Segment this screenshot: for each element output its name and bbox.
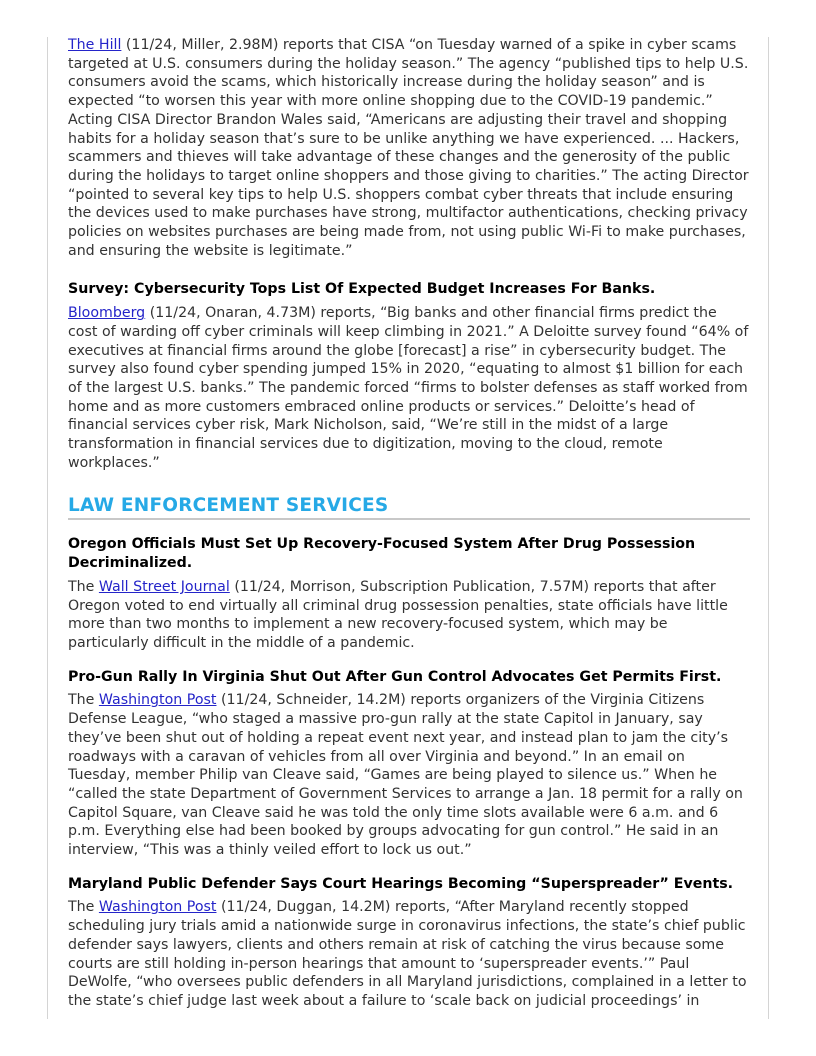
source-link-wsj[interactable]: Wall Street Journal xyxy=(98,578,230,595)
page-border-left xyxy=(47,37,48,1019)
article-maryland-text: (11/24, Duggan, 14.2M) reports, “After Maryland recently stopped scheduling jury trials amid a nationwide surge in coronavirus infections, the state’s chief public defender says lawyers, clients and others remain at risk of catching the virus because some courts are still holding in-person hearings that amount to ‘superspreader events.’” Paul DeWolfe, “who oversees public defenders in all Maryland jurisdictions, complained in a letter to the state’s chief judge last week about a failure to ‘scale back on judicial proceedings’ in xyxy=(68,899,747,1009)
article-survey-body xyxy=(68,304,750,472)
article-virginia-prefix: The xyxy=(68,692,99,709)
article-virginia-body xyxy=(68,691,750,859)
article-oregon-prefix: The xyxy=(68,578,99,595)
page-border-right xyxy=(768,37,769,1019)
article-maryland-prefix: The xyxy=(68,899,99,916)
article-the-hill-body xyxy=(68,36,750,260)
section-divider xyxy=(68,518,750,520)
article-oregon-text: (11/24, Morrison, Subscription Publication, 7.57M) reports that after Oregon voted to end virtually all criminal drug possession penalties, state officials have little more than two months to implement a new recovery-focused system, which may be particularly difficult in the middle of a pandemic. xyxy=(68,578,728,651)
section-title: LAW ENFORCEMENT SERVICES xyxy=(68,495,389,517)
source-link-bloomberg[interactable]: Bloomberg xyxy=(68,305,146,322)
newsletter-content xyxy=(68,36,750,1011)
source-link-the-hill[interactable]: The Hill xyxy=(68,37,122,53)
source-link-washington-post[interactable]: Washington Post xyxy=(98,692,217,709)
source-link-washington-post-2[interactable]: Washington Post xyxy=(98,899,217,916)
article-virginia-text: (11/24, Schneider, 14.2M) reports organizers of the Virginia Citizens Defense League, “who staged a massive pro-gun rally at the state Capitol in January, say they’ve been shut out of holding a repeat event next year, and instead plan to jam the city’s roadways with a caravan of vehicles from all over Virginia and beyond.” In an email on Tuesday, member Philip van Cleave said, “Games are being played to silence us.” When he “called the state Department of Government Services to arrange a Jan. 18 permit for a rally on Capitol Square, van Cleave said he was told the only time slots available were 6 a.m. and 6 p.m. Everything else had been booked by groups advocating for gun control.” He said in an interview, “This was a thinly veiled effort to lock us out.” xyxy=(68,692,743,859)
article-maryland-body xyxy=(68,898,750,1010)
section-law-enforcement xyxy=(68,495,750,520)
article-the-hill-text: (11/24, Miller, 2.98M) reports that CISA “on Tuesday warned of a spike in cyber scams targeted at U.S. consumers during the holiday season.” The agency “published tips to help U.S. consumers avoid the scams, which historically increase during the holiday season” and is expected “to worsen this year with more online shopping due to the COVID-19 pandemic.” Acting CISA Director Brandon Wales said, “Americans are adjusting their travel and shopping habits for a holiday season that’s sure to be unlike anything we have experienced. ... Hackers, scammers and thieves will take advantage of these changes and the generosity of the public during the holidays to target online shoppers and those giving to charities.” The acting Director “pointed to several key tips to help U.S. shoppers combat cyber threats that include ensuring the devices used to make purchases have strong, multifactor authentications, checking privacy policies on websites purchases are being made from, not using public Wi-Fi to make purchases, and ensuring the website is legitimate.” xyxy=(68,37,749,259)
headline-oregon: Oregon Officials Must Set Up Recovery-Focused System After Drug Possession Decriminalized. xyxy=(68,536,696,572)
headline-virginia: Pro-Gun Rally In Virginia Shut Out After Gun Control Advocates Get Permits First. xyxy=(68,668,722,685)
headline-survey-cybersecurity: Survey: Cybersecurity Tops List Of Expected Budget Increases For Banks. xyxy=(68,281,656,298)
article-survey-text: (11/24, Onaran, 4.73M) reports, “Big banks and other financial firms predict the cost of warding off cyber criminals will keep climbing in 2021.” A Deloitte survey found “64% of executives at financial firms around the globe [forecast] a rise” in cybersecurity budget. The survey also found cyber spending jumped 15% in 2020, “equating to almost $1 billion for each of the largest U.S. banks.” The pandemic forced “firms to bolster defenses as staff worked from home and as more customers embraced online products or services.” Deloitte’s head of financial services cyber risk, Mark Nicholson, said, “We’re still in the midst of a large transformation in financial services due to digitization, moving to the cloud, remote workplaces.” xyxy=(68,305,749,471)
article-oregon-body xyxy=(68,578,750,653)
headline-maryland: Maryland Public Defender Says Court Hearings Becoming “Superspreader” Events. xyxy=(68,875,734,892)
